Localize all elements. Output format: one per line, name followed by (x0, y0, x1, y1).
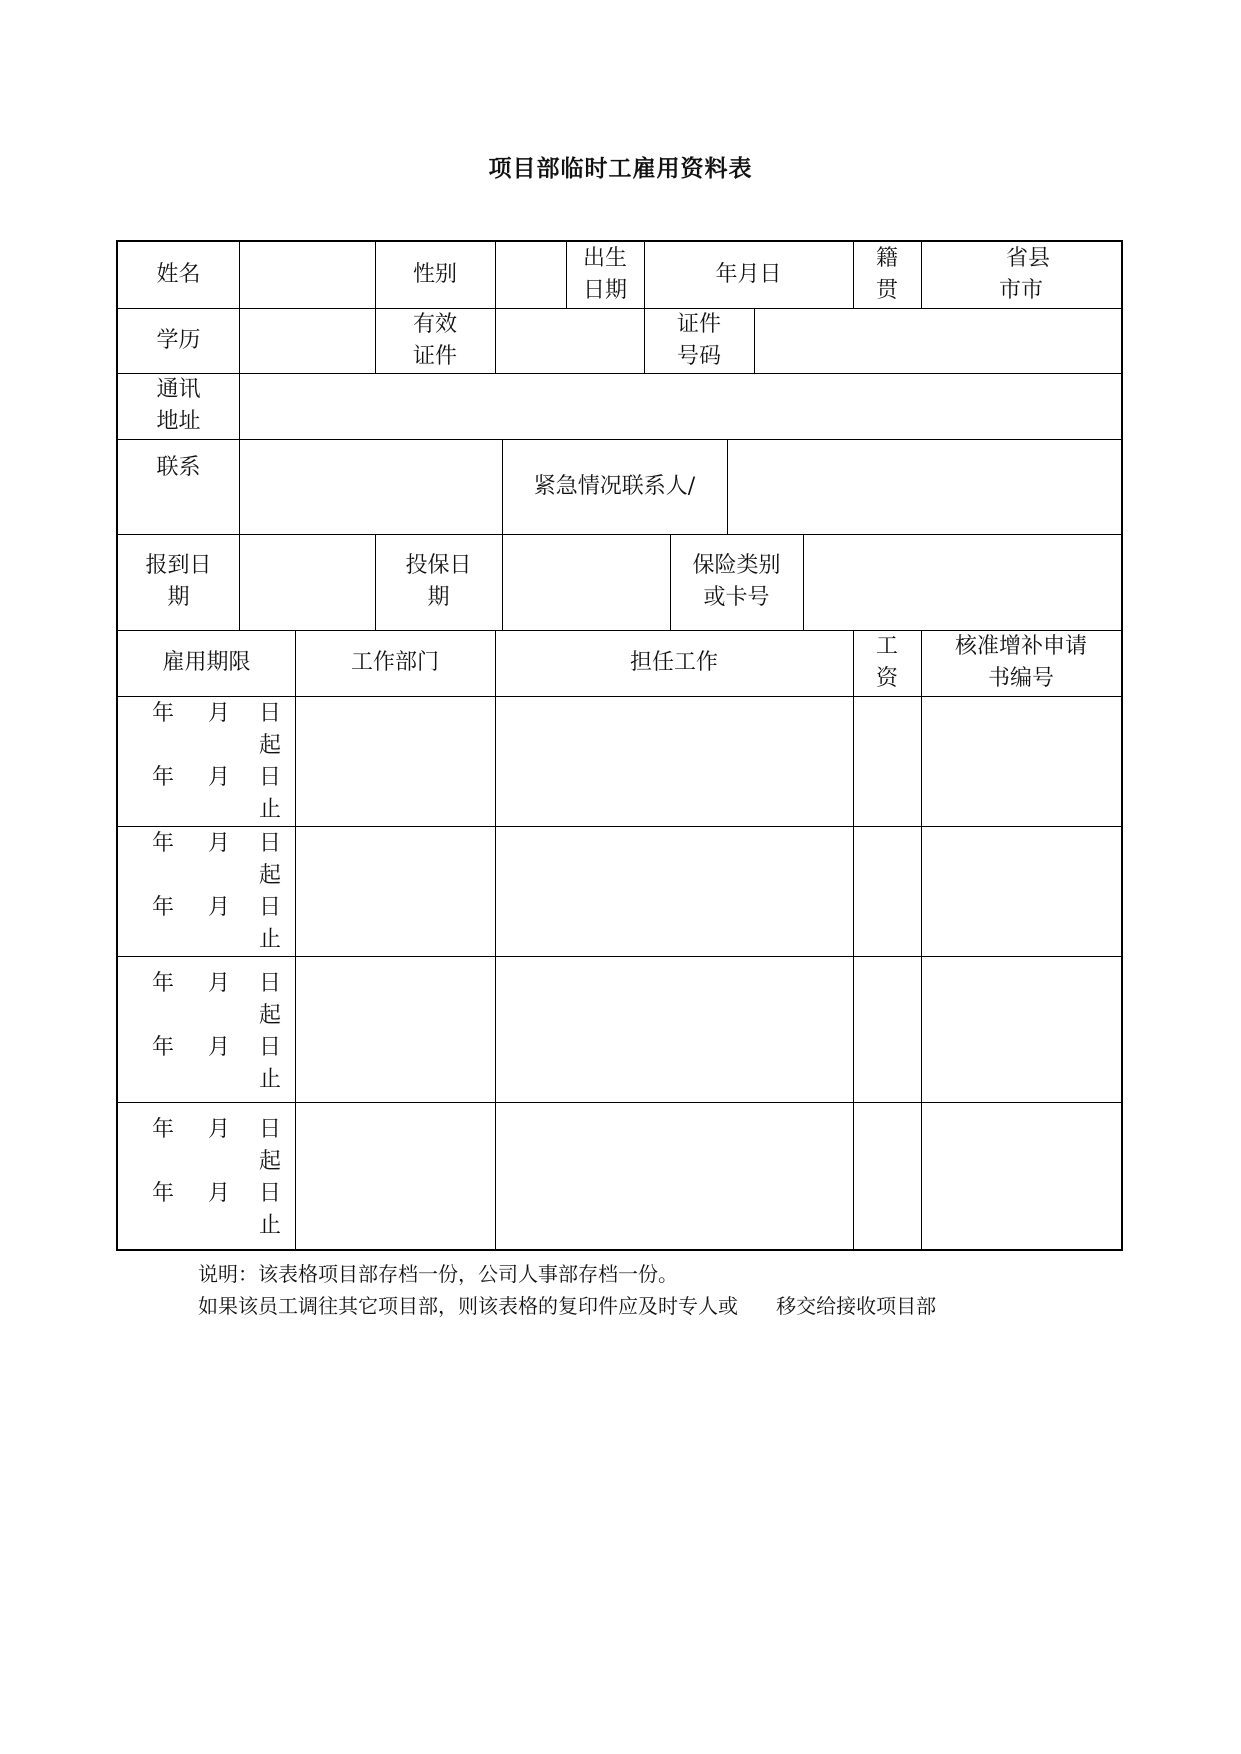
form-notes (198, 1258, 936, 1322)
name-field[interactable] (239, 242, 375, 308)
note-line-2: 如果该员工调往其它项目部，则该表格的复印件应及时专人或 移交给接收项目部 (198, 1294, 937, 1318)
form-title: 项目部临时工雇用资料表 (488, 155, 753, 182)
employment-period-1[interactable]: 年 月 日 起 年 月 日 止 (152, 701, 282, 822)
note-line-1: 说明：该表格项目部存档一份，公司人事部存档一份。 (198, 1262, 678, 1286)
header-job: 担任工作 (629, 650, 718, 675)
address-field[interactable] (239, 373, 1121, 439)
gender-field[interactable] (495, 242, 566, 308)
employment-period-4[interactable]: 年 月 日 起 年 月 日 止 (152, 1117, 282, 1238)
label-valid-id: 有效 证件 (412, 311, 457, 369)
insurance-type-field[interactable] (803, 534, 1121, 630)
label-report-date: 报到日 期 (145, 553, 212, 610)
contact-field[interactable] (239, 439, 502, 534)
native-place-field[interactable]: 省县 市市 (998, 246, 1050, 303)
employment-period-3[interactable]: 年 月 日 起 年 月 日 止 (152, 971, 282, 1092)
row-divider (118, 696, 1121, 697)
header-department: 工作部门 (350, 650, 439, 675)
valid-id-field[interactable] (495, 308, 644, 373)
label-native-place: 籍 贯 (875, 246, 898, 303)
label-name: 姓名 (156, 262, 201, 287)
employment-form (116, 240, 1123, 1251)
label-emergency-contact: 紧急情况联系人/ (533, 473, 696, 499)
emergency-contact-field[interactable] (727, 439, 1121, 534)
report-date-field[interactable] (239, 534, 375, 630)
row-divider (118, 956, 1121, 957)
employment-period-2[interactable]: 年 月 日 起 年 月 日 止 (152, 831, 282, 952)
header-wage: 工 资 (875, 634, 898, 691)
insure-date-field[interactable] (502, 534, 670, 630)
label-birth-date: 出生 日期 (582, 246, 627, 303)
education-field[interactable] (239, 308, 375, 373)
header-period: 雇用期限 (162, 650, 251, 675)
row-divider (118, 1102, 1121, 1103)
birth-date-field[interactable]: 年月日 (715, 262, 782, 287)
label-gender: 性别 (412, 262, 457, 287)
label-insurance-type: 保险类别 或卡号 (692, 553, 781, 610)
row-divider (118, 826, 1121, 827)
label-education: 学历 (156, 327, 201, 353)
label-insure-date: 投保日 期 (405, 553, 472, 610)
label-contact: 联系 (156, 455, 201, 480)
header-approval-number: 核准增补申请 书编号 (954, 634, 1087, 691)
label-address: 通讯 地址 (156, 377, 201, 434)
label-id-number: 证件 号码 (676, 311, 721, 369)
id-number-field[interactable] (754, 308, 1121, 373)
